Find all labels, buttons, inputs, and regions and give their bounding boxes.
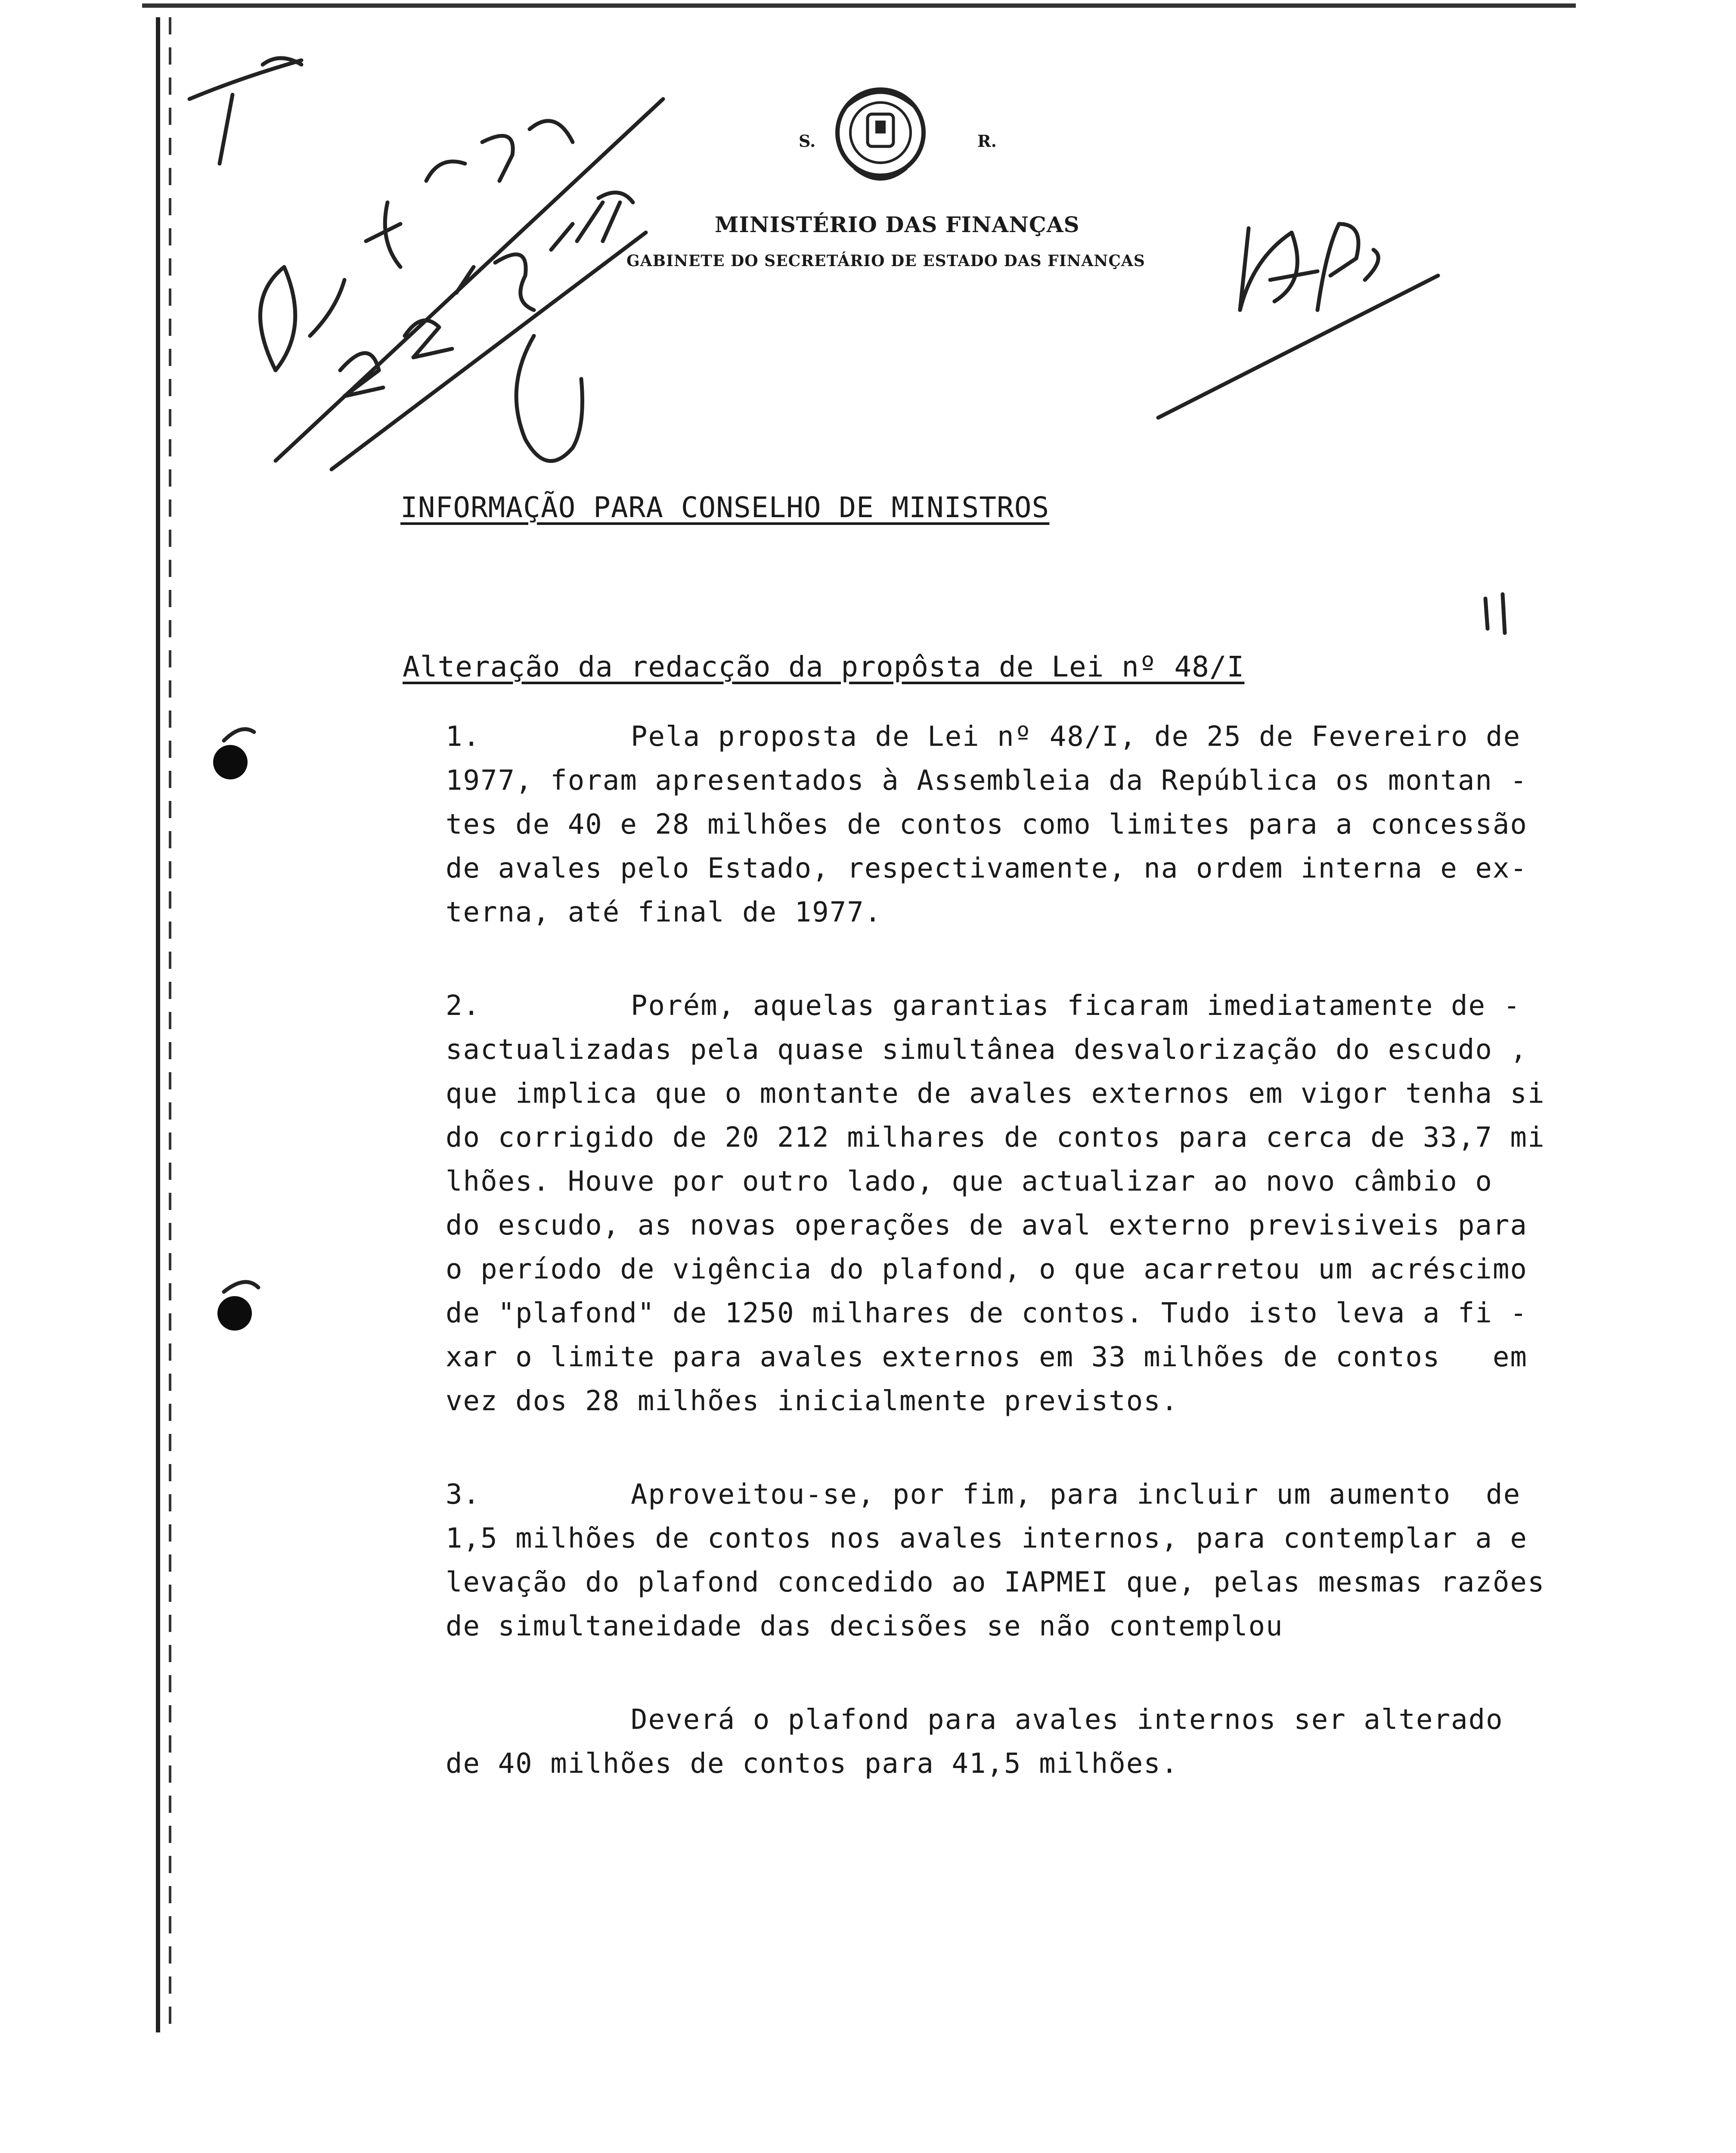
paragraph-1 xyxy=(446,715,1574,934)
margin-tick xyxy=(1485,594,1505,633)
paragraph-line: xar o limite para avales externos em 33 milhões de contos em xyxy=(446,1341,1528,1373)
punch-hole-bottom xyxy=(217,1296,252,1331)
paragraph-line xyxy=(446,1473,1574,1517)
handwritten-mark-top-left xyxy=(189,58,301,164)
paragraph-line: do corrigido de 20 212 milhares de contos para cerca de 33,7 mi xyxy=(446,1122,1545,1154)
line-text: Deverá o plafond para avales internos ser alterado xyxy=(631,1704,1504,1736)
diagonal-line-upper xyxy=(276,99,663,461)
diagonal-line-lower xyxy=(332,233,646,469)
paragraph-line: lhões. Houve por outro lado, que actualizar ao novo câmbio o xyxy=(446,1166,1493,1197)
diagonal-line-right xyxy=(1158,276,1438,418)
paragraph-line: levação do plafond concedido ao IAPMEI que, pelas mesmas razões xyxy=(446,1567,1545,1598)
binder-stitching xyxy=(169,17,171,2032)
paragraph-number: 1. xyxy=(446,721,481,753)
paragraph-conclusion xyxy=(446,1698,1574,1786)
paragraph-number: 3. xyxy=(446,1479,481,1511)
binder-bar xyxy=(156,17,160,2032)
handwritten-loop xyxy=(516,336,582,461)
document-body xyxy=(446,715,1574,1835)
paragraph-number: 2. xyxy=(446,990,481,1022)
paragraph-line xyxy=(446,984,1574,1028)
paragraph-line: tes de 40 e 28 milhões de contos como limites para a concessão xyxy=(446,809,1528,841)
ministry-name: MINISTÉRIO DAS FINANÇAS xyxy=(715,212,1080,237)
document-heading: INFORMAÇÃO PARA CONSELHO DE MINISTROS xyxy=(400,491,1050,524)
paragraph-line: de avales pelo Estado, respectivamente, na ordem interna e ex- xyxy=(446,853,1528,884)
paragraph-line: do escudo, as novas operações de aval externo previsiveis para xyxy=(446,1210,1528,1241)
paragraph-line: que implica que o montante de avales externos em vigor tenha si xyxy=(446,1078,1545,1110)
paragraph-line: terna, até final de 1977. xyxy=(446,897,882,928)
line-text: Pela proposta de Lei nº 48/I, de 25 de Fevereiro de xyxy=(631,721,1521,753)
top-border-rule xyxy=(142,3,1576,8)
line-text: Aproveitou-se, por fim, para incluir um aumento de xyxy=(631,1479,1521,1511)
punch-hole-top xyxy=(213,745,248,779)
paragraph-line: vez dos 28 milhões inicialmente previstos. xyxy=(446,1385,1179,1417)
margin-arrow xyxy=(224,729,254,741)
handwritten-note-dstr xyxy=(260,121,573,370)
paragraph-3 xyxy=(446,1473,1574,1648)
cabinet-name: GABINETE DO SECRETÁRIO DE ESTADO DAS FINANÇAS xyxy=(626,252,1145,270)
paragraph-line: sactualizadas pela quase simultânea desvalorização do escudo , xyxy=(446,1034,1528,1066)
paragraph-line: 1977, foram apresentados à Assembleia da República os montan - xyxy=(446,765,1528,797)
handwritten-date xyxy=(340,192,633,396)
line-text: Porém, aquelas garantias ficaram imediatamente de - xyxy=(631,990,1521,1022)
coat-of-arms-seal-icon xyxy=(829,82,932,185)
paragraph-line: de "plafond" de 1250 milhares de contos. Tudo isto leva a fi - xyxy=(446,1297,1528,1329)
paragraph-line: de simultaneidade das decisões se não contemplou xyxy=(446,1610,1283,1642)
paragraph-line: de 40 milhões de contos para 41,5 milhões. xyxy=(446,1748,1179,1780)
handwritten-initials-right xyxy=(1240,224,1378,310)
paragraph-line: o período de vigência do plafond, o que acarretou um acréscimo xyxy=(446,1253,1528,1285)
paragraph-line: 1,5 milhões de contos nos avales internos, para contemplar a e xyxy=(446,1523,1528,1554)
margin-arrow-2 xyxy=(224,1282,258,1292)
seal-right-letter: R. xyxy=(977,131,997,151)
binder-edge xyxy=(152,17,182,2032)
document-subject: Alteração da redacção da propôsta de Lei nº 48/I xyxy=(403,650,1245,683)
paragraph-line xyxy=(446,1698,1574,1742)
paragraph-2 xyxy=(446,984,1574,1423)
paragraph-line xyxy=(446,715,1574,759)
seal-left-letter: S. xyxy=(799,131,816,151)
